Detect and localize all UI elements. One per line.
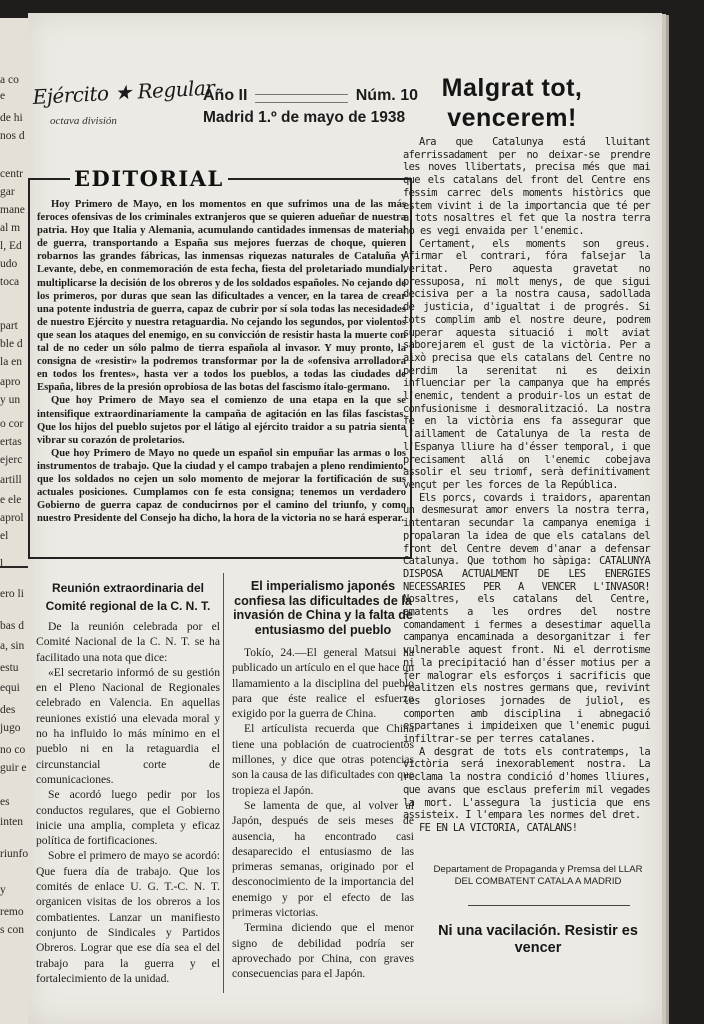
previous-page-text-fragment: bas d xyxy=(0,620,24,632)
previous-page-text-fragment: e xyxy=(0,90,6,102)
previous-page-text-fragment: no co xyxy=(0,744,26,756)
issue-number: Núm. 10 xyxy=(355,87,418,104)
article-paragraph: «El secretario informó de su gestión en el Pleno Nacional de Regionales celebrado en Valencia. En aquellas reuniones existió una elevada moral y no ha influido lo más mínimo en el pueblo ni en la retaguardia el circunstancial corte de comunicaciones. xyxy=(36,665,220,786)
previous-page-edge xyxy=(0,18,29,1024)
article-paragraph: Termina diciendo que el menor signo de debilidad podría ser aprovechado por China, con graves consecuencias para el Japón. xyxy=(232,921,414,981)
logo-text: Ejército ★ Regular xyxy=(32,75,215,109)
previous-page-rule xyxy=(0,566,28,568)
previous-page-text-fragment: gar xyxy=(0,186,15,198)
banner-headline: Malgrat tot, vencerem! xyxy=(441,74,583,132)
article-credit: Departament de Propaganda y Premsa del LLAR DEL COMBATENT CATALA A MADRID xyxy=(433,864,643,887)
previous-page-text-fragment: ejerc xyxy=(0,454,23,466)
previous-page-text-fragment: equi xyxy=(0,682,20,694)
previous-page-text-fragment: nos d xyxy=(0,130,25,142)
previous-page-text-fragment: udo xyxy=(0,258,18,270)
previous-page-text-fragment: remo xyxy=(0,906,24,918)
previous-page-text-fragment: estu xyxy=(0,662,19,674)
article-closing: FE EN LA VICTORIA, CATALANS! xyxy=(419,821,578,834)
decorative-lines xyxy=(255,94,347,103)
editorial-header xyxy=(56,167,414,191)
article-paragraph: De la reunión celebrada por el Comité Nacional de la C. N. T. se ha facilitado una nota que dice: xyxy=(36,620,220,664)
editorial-paragraph: Que hoy Primero de Mayo no quede un español sin empuñar las armas o los instrumentos de trabajo. Que la ciudad y el campo trabajen a pleno rendimiento, que los soldados no cejen un solo momento de mejorar la fortificación de sus actuales posiciones. Cumplamos con fe esta consigna; tenemos un verdadero Gobierno de guerra capaz de conducirnos por el camino del triunfo, y como nuestro Presidente del Consejo ha dicho, la hora de la victoria no se hará esperar. xyxy=(37,447,406,525)
editorial-title: EDITORIAL xyxy=(70,167,228,191)
previous-page-text-fragment: riunfo xyxy=(0,848,29,860)
previous-page-text-fragment: o cor xyxy=(0,418,24,430)
previous-page-text-fragment: part xyxy=(0,320,18,332)
previous-page-text-fragment: apro xyxy=(0,376,21,388)
article-paragraph: Ara que Catalunya está lluitant aferrissadament per no deixar-se prendre les noves llibertats, precisa més que mai que els catalans del front del Centre ens fessim carrec dels moments històrics que estem vivint i de la importancia que té per a tots nosaltres el fet que la nostra terra no es vegi envaida per l'enemic. xyxy=(403,136,650,237)
article-paragraph: A desgrat de tots els contratemps, la victòria será inexorablement nostra. La reclama la nostra condició d'homes lliures, que avans que esclaus preferim mil vegades la mort. L'assegura la justicia que ens assisteix. I l'empara les normes del dret. xyxy=(403,745,650,822)
article-headline: Reunión extraordinaria del Comité regional de la C. N. T. xyxy=(45,581,211,613)
previous-page-text-fragment: y un xyxy=(0,394,21,406)
previous-page-text-fragment: centr xyxy=(0,168,23,180)
previous-page-text-fragment: ertas xyxy=(0,436,22,448)
previous-page-text-fragment: des xyxy=(0,704,16,716)
previous-page-text-fragment: ble d xyxy=(0,338,23,350)
previous-page-text-fragment: de hi xyxy=(0,112,23,124)
year-label: Año II xyxy=(203,87,248,104)
previous-page-text-fragment: inten xyxy=(0,816,23,828)
previous-page-text-fragment: ero li xyxy=(0,588,24,600)
article-catalan xyxy=(403,136,650,835)
previous-page-text-fragment: jugo xyxy=(0,722,21,734)
page-edge-shadow xyxy=(666,15,669,1024)
previous-page-text-fragment: guir e xyxy=(0,762,27,774)
bottom-headline: Ni una vacilación. Resistir es vencer xyxy=(438,923,638,956)
issue-date: Madrid 1.º de mayo de 1938 xyxy=(203,109,406,126)
article-paragraph: Se lamenta de que, al volver al Japón, después de seis meses de ausencia, ha encontrado casi desaparecido el entusiasmo de las primeras semanas, originado por el desconocimiento de la importancia del enemigo y por el efecto de las primeras victorias. xyxy=(232,798,414,920)
previous-page-text-fragment: aprol xyxy=(0,512,24,524)
previous-page-text-fragment: l xyxy=(0,558,4,570)
article-paragraph: Els porcs, covards i traidors, aparentan un desmesurat amor envers la nostra terra, intentaran secundar la campanya enemiga i propalaran la idea de que els catalans del front del Centre devem d'anar a defensar Catalunya. Que tothom ho sàpiga: CATALUNYA DISPOSA ACTUALMENT DE LES ENERGIES NECESSARIES PER A VENCER L'INVASOR! Nosaltres, els catalans del Centre, amatents a les ordres del nostre comandament i fermes a desestimar aquella campanya encaminada a desorganitzar i fer vulnerable aquest front. Ni el derrotisme ni la precipitació han d'ésser motius per a fer malograr els esforços i sacrificis que realitzen els nostres germans que, revivint les glorioses jornades de juliol, es comporten amb disciplina i abnegació espartanes i impideixen que l'enemic pugui infiltrar-se per terres catalanes. xyxy=(403,491,650,746)
article-paragraph: Certament, els moments son greus. Afirmar el contrari, fóra falsejar la veritat. Pero aquesta gravetat no pressuposa, ni molt menys, de que sigui decisiva per a la nostra causa, sadollada de justicia, d'igualtat i de progrés. Si tots complim amb el nostre deure, podrem superar aquesta situació i molt aviat saborejarem el gust de la victòria. Per a això precisa que els catalans del Centre no perdim la serenitat ni es deixin influenciar per la campanya que ha emprés l'enemic, tendent a produir-los un estat de confusionisme i desmoralització. La nostra fe en la victòria ens fa assegurar que l'aillament de Catalunya de la resta de l'Espanya lliure ha d'ésser temporal, i que precisament allá on l'enemic cobejava assolir el seu triomf, serà definitivament vençut per les forces de la República. xyxy=(403,237,650,491)
issue-info xyxy=(203,85,418,129)
article-paragraph: Sobre el primero de mayo se acordó: Que fuera día de trabajo. Que los comités de enlace U. G. T.-C. N. T. organicen visitas de los obreros a los combatientes. Lanzar un manifiesto conjunto de Sindicales y Partidos Obreros. Lograr que ese día sea el del trabajo para la guerra y el fortalecimiento de la unidad. xyxy=(36,849,220,985)
previous-page-text-fragment: y xyxy=(0,884,6,896)
previous-page-text-fragment: mane xyxy=(0,204,25,216)
editorial-paragraph: Hoy Primero de Mayo, en los momentos en que sufrimos una de las más feroces ofensivas de los criminales extranjeros que se quieren adueñar de nuestra patria. Hoy que Italia y Alemania, acumulando cantidades inmensas de material de guerra, transportando a España sus mejores fuerzas de choque, quieren robarnos las grandes fábricas, las inmensas riquezas naturales de Cataluña y Levante, debe, en conmemoración de esta fecha, fiesta del proletariado mundial, multiplicarse la decisión de los obreros y de los soldados españoles. No cejando de los primeros, por duras que sean las dificultades a vencer, en la tarea de crear una potente industria de guerra, capaz de cubrir por sí sola todas las necesidades de nuestro Ejército y nuestra retaguardia. No cejando los segundos, por violentos que sean los ataques del enemigo, en su convicción de resistir hasta la muerte con tal de no ceder un sólo palmo de tierra española al invasor. Y muy pronto, la consigna de «resistir» la podremos transformar por la de «ofensiva arrolladora en todos los frentes», hasta ver a todos los pueblos, a todas las ciudades de España, libres de la presión oprobiosa de las botas del fascismo ítalo-germano. xyxy=(37,199,406,394)
previous-page-text-fragment: a, sin xyxy=(0,640,25,652)
previous-page-text-fragment: s con xyxy=(0,924,24,936)
previous-page-text-fragment: artill xyxy=(0,474,22,486)
editorial-paragraph: Que hoy Primero de Mayo sea el comienzo de una etapa en la que se intensifique extraordinariamente la campaña de agitación en las filas fascistas. Que los hijos del pueblo sujetos por el látigo al ejército traidor a su patria sienta vibrar su corazón de proletarios. xyxy=(37,395,406,446)
article-paragraph: El artículista recuerda que China tiene una población de cuatrocientos millones, y dice que otras potencias son la causa de las dificultades con que tropieza el Japón. xyxy=(232,722,414,797)
previous-page-text-fragment: la en xyxy=(0,356,23,368)
column-divider xyxy=(223,573,224,993)
article-japan xyxy=(232,579,414,982)
previous-page-text-fragment: l, Ed xyxy=(0,240,22,252)
editorial-body xyxy=(37,198,406,525)
previous-page-text-fragment: e ele xyxy=(0,494,22,506)
previous-page-text-fragment: al m xyxy=(0,222,21,234)
divider-rule xyxy=(468,905,630,906)
article-paragraph: Tokío, 24.—El general Matsui ha publicado un artículo en el que hace un llamamiento a la disciplina del pueblo para que éste realice el esfuerzo exigido por la guerra de China. xyxy=(232,646,414,721)
article-cnt xyxy=(36,579,220,986)
article-paragraph: Se acordó luego pedir por los conductos regulares, que el Gobierno inicie una amplia, completa y eficaz política de fortificaciones. xyxy=(36,788,220,848)
article-headline: El imperialismo japonés confiesa las dificultades de la invasión de China y la falta de entusiasmo del pueblo xyxy=(233,579,413,637)
previous-page-text-fragment: es xyxy=(0,796,10,808)
previous-page-text-fragment: a co xyxy=(0,74,19,86)
previous-page-text-fragment: el xyxy=(0,530,9,542)
previous-page-text-fragment: toca xyxy=(0,276,20,288)
newspaper-page xyxy=(28,13,662,1024)
logo-subtitle: octava división xyxy=(50,115,117,127)
